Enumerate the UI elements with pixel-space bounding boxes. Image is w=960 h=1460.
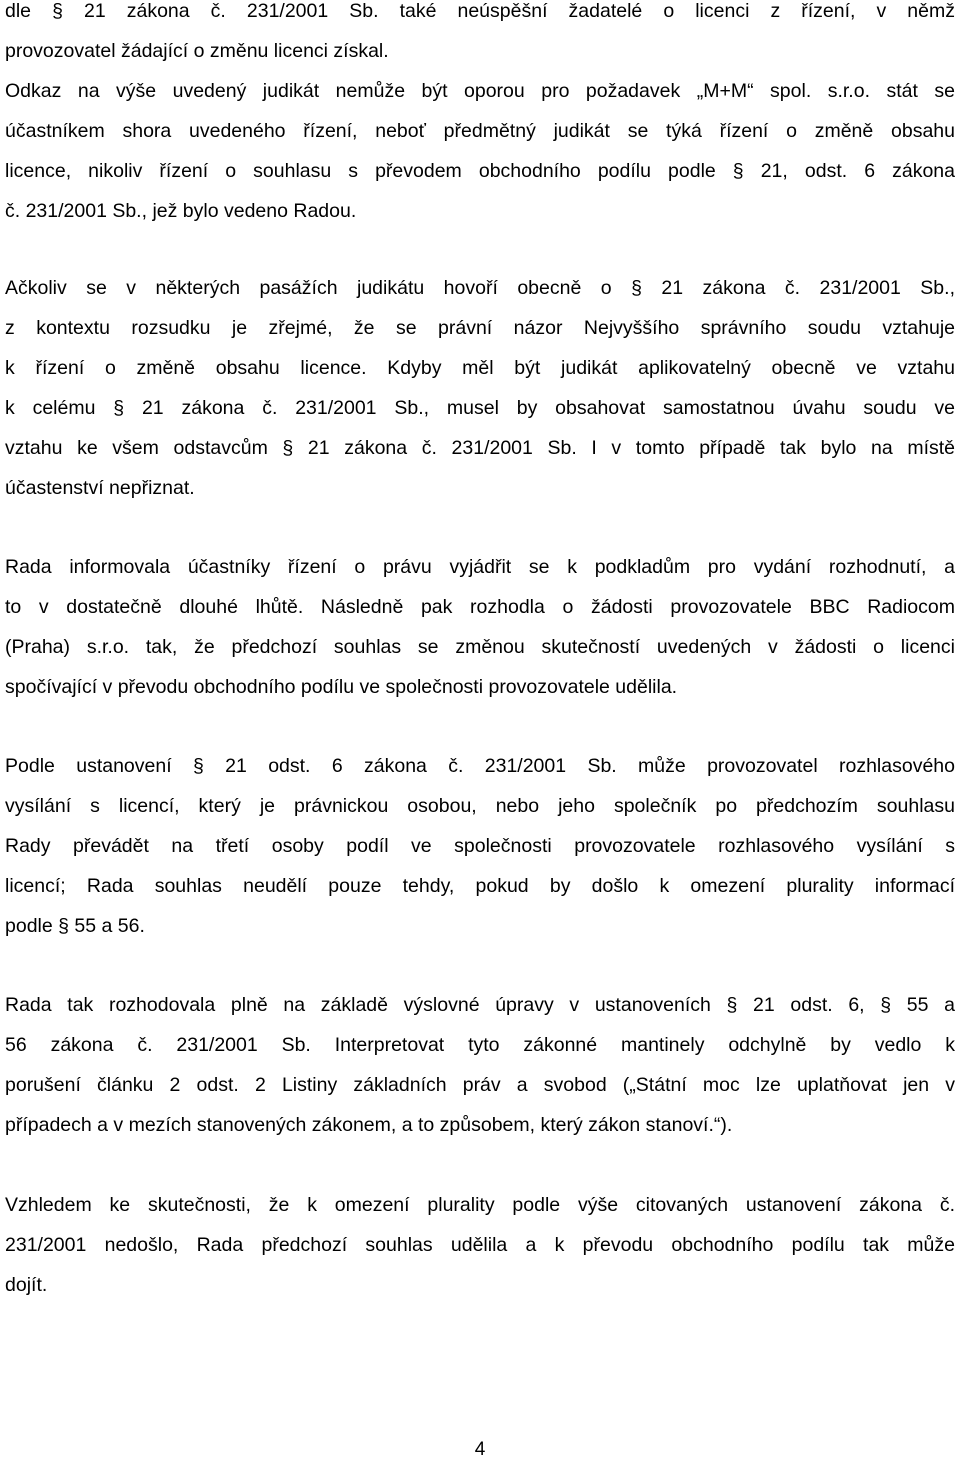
text-line: dle § 21 zákona č. 231/2001 Sb. také neúspěšní žadatelé o licenci z řízení, v němž [5, 0, 955, 22]
text-line: (Praha) s.r.o. tak, že předchozí souhlas se změnou skutečností uvedených v žádosti o licenci [5, 636, 955, 658]
paragraph-4 [5, 746, 955, 946]
text-line: Rada informovala účastníky řízení o právu vyjádřit se k podkladům pro vydání rozhodnutí, a [5, 556, 955, 578]
text-line: Vzhledem ke skutečnosti, že k omezení plurality podle výše citovaných ustanovení zákona č. [5, 1194, 955, 1216]
text-line: Ačkoliv se v některých pasážích judikátu hovoří obecně o § 21 zákona č. 231/2001 Sb., [5, 277, 955, 299]
text-line: provozovatel žádající o změnu licenci získal. [5, 40, 389, 62]
text-line: případech a v mezích stanovených zákonem, a to způsobem, který zákon stanoví.“). [5, 1114, 733, 1136]
text-line: účastníkem shora uvedeného řízení, neboť předmětný judikát se týká řízení o změně obsahu [5, 120, 955, 142]
text-line: Rady převádět na třetí osoby podíl ve společnosti provozovatele rozhlasového vysílání s [5, 835, 955, 857]
text-line: spočívající v převodu obchodního podílu ve společnosti provozovatele udělila. [5, 676, 678, 698]
text-line: 231/2001 nedošlo, Rada předchozí souhlas udělila a k převodu obchodního podílu tak může [5, 1234, 955, 1256]
text-line: porušení článku 2 odst. 2 Listiny základních práv a svobod („Státní moc lze uplatňovat jen v [5, 1074, 955, 1096]
paragraph-5 [5, 985, 955, 1145]
text-line: vztahu ke všem odstavcům § 21 zákona č. 231/2001 Sb. I v tomto případě tak bylo na místě [5, 437, 955, 459]
text-line: to v dostatečně dlouhé lhůtě. Následně pak rozhodla o žádosti provozovatele BBC Radiocom [5, 596, 955, 618]
text-line: č. 231/2001 Sb., jež bylo vedeno Radou. [5, 200, 357, 222]
text-line: dojít. [5, 1274, 48, 1296]
text-line: licence, nikoliv řízení o souhlasu s převodem obchodního podílu podle § 21, odst. 6 zákona [5, 160, 955, 182]
text-line: podle § 55 a 56. [5, 915, 145, 937]
text-line: Podle ustanovení § 21 odst. 6 zákona č. 231/2001 Sb. může provozovatel rozhlasového [5, 755, 955, 777]
paragraph-1 [5, 0, 955, 231]
paragraph-6 [5, 1185, 955, 1305]
text-line: Rada tak rozhodovala plně na základě výslovné úpravy v ustanoveních § 21 odst. 6, § 55 a [5, 994, 955, 1016]
text-line: vysílání s licencí, který je právnickou osobou, nebo jeho společník po předchozím souhlasu [5, 795, 955, 817]
text-line: k řízení o změně obsahu licence. Kdyby měl být judikát aplikovatelný obecně ve vztahu [5, 357, 955, 379]
page-number: 4 [474, 1439, 486, 1460]
paragraph-2 [5, 268, 955, 508]
text-line: Odkaz na výše uvedený judikát nemůže být oporou pro požadavek „M+M“ spol. s.r.o. stát se [5, 80, 955, 102]
text-line: k celému § 21 zákona č. 231/2001 Sb., musel by obsahovat samostatnou úvahu soudu ve [5, 397, 955, 419]
text-line: účastenství nepřiznat. [5, 477, 195, 499]
text-line: 56 zákona č. 231/2001 Sb. Interpretovat tyto zákonné mantinely odchylně by vedlo k [5, 1034, 955, 1056]
text-line: licencí; Rada souhlas neudělí pouze tehdy, pokud by došlo k omezení plurality informací [5, 875, 955, 897]
paragraph-3 [5, 547, 955, 707]
text-line: z kontextu rozsudku je zřejmé, že se právní názor Nejvyššího správního soudu vztahuje [5, 317, 955, 339]
